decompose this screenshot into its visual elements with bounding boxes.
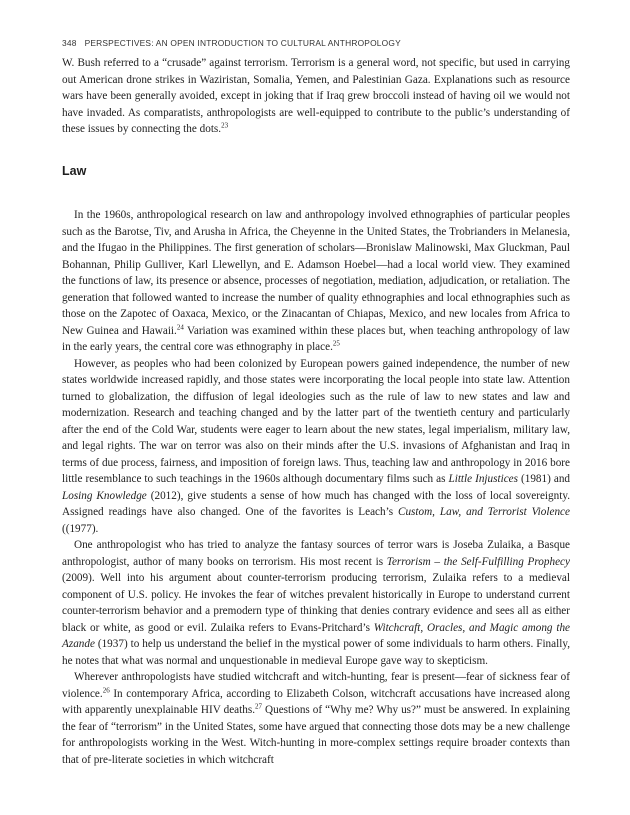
paragraph-4-text-c: Questions of “Why me? Why us?” must be answered. In explaining the fear of “terrorism” in the United States, some have argued that connecting those dots may be a new challenge for anthropologists working in the West. Witch-hunting in more-complex settings require broader contexts than that of pre-literate societies in which witchcraft bbox=[62, 704, 570, 766]
footnote-ref-24: 24 bbox=[176, 322, 184, 331]
footnote-ref-25: 25 bbox=[332, 339, 340, 348]
section-heading-law: Law bbox=[62, 164, 87, 178]
paragraph-1-text-b: Variation was examined within these places but, when teaching anthropology of law in the early years, the central core was ethnography in place. bbox=[62, 324, 571, 353]
book-title-custom-law: Custom, Law, and Terrorist Violence bbox=[397, 506, 570, 518]
paragraph-2-text-d: ((1977). bbox=[62, 522, 99, 535]
paragraph-3 bbox=[62, 537, 570, 669]
paragraph-3-text-a: One anthropologist who has tried to analyze the fantasy sources of terror wars is Joseba Zulaika, a Basque anthropologist, author of many books on terrorism. His most recent is bbox=[62, 539, 570, 568]
paragraph-1 bbox=[62, 207, 570, 356]
paragraph-2 bbox=[62, 356, 570, 538]
paragraph-3-text-c: (1937) to help us understand the belief in the mystical power of some individuals to harm others. Finally, he notes that what was normal and unquestionable in medieval Europe gave way to skepticism. bbox=[62, 638, 570, 667]
page-number: 348 bbox=[62, 38, 77, 48]
footnote-ref-23: 23 bbox=[221, 121, 229, 130]
paragraph-1-text-a: In the 1960s, anthropological research on law and anthropology involved ethnographies of particular peoples such as the Barotse, Tiv, and Arusha in Africa, the Cheyenne in the United States, the Trobrianders in Melanesia, and the Ifugao in the Philippines. The first generation of scholars—Bronislaw Malinowski, Max Gluckman, Paul Bohannan, Philip Gulliver, Karl Llewellyn, and E. Adamson Hoebel—had a local world view. They examined the functions of law, its presence or absence, processes of negotiation, mediation, adjudication, or retaliation. The generation that followed wanted to increase the number of quality ethnographies and local ethnographies such as those on the Zapotec of Oaxaca, Mexico, or the Zinacantan of Chiapas, Mexico, and new locales from Africa to New Guinea and Hawaii. bbox=[62, 209, 570, 337]
paragraph-4-text-b: In contemporary Africa, according to Elizabeth Colson, witchcraft accusations have increased along with apparently unexplainable HIV deaths. bbox=[62, 687, 570, 716]
paragraph-2-text-a: However, as peoples who had been colonized by European powers gained independence, the number of new states worldwide increased rapidly, and those states were incorporating the local people into state law. Attention turned to globalization, the diffusion of legal ideologies such as the rule of law to new states and law and modernization. Research and teaching changed and by the latter part of the twentieth century and particularly after the end of the Cold War, students were eager to learn about the new states, legal imperialism, military law, and legal rights. The war on terror was also on their minds after the U.S. invasions of Afghanistan and Iraq in terms of due process, fairness, and imposition of foreign laws. Thus, teaching law and anthropology in 2016 bore little resemblance to such teachings in the 1960s although documentary films such as bbox=[62, 357, 570, 485]
running-head bbox=[62, 38, 401, 48]
paragraph-2-text-c: (2012), give students a sense of how much has changed with the loss of local sovereignty. Assigned readings have also changed. One of the favorites is Leach’s bbox=[62, 489, 570, 518]
footnote-ref-27: 27 bbox=[255, 702, 262, 711]
intro-paragraph-block bbox=[62, 55, 570, 138]
book-title-terrorism: Terrorism – the Self-Fulfilling Prophecy bbox=[386, 555, 570, 568]
intro-paragraph bbox=[62, 55, 570, 138]
paragraph-3-text-b: (2009). Well into his argument about counter-terrorism producing terrorism, Zulaika refers to a medieval component of U.S. policy. He invokes the fear of witches prevalent historically in Europe to understand current counter-terrorism behavior and a premodern type of thinking that denies contrary evidence and sees all as either black or white, as good or evil. Zulaika refers to Evans-Pritchard’s bbox=[62, 572, 570, 634]
film-title-losing-knowledge: Losing Knowledge bbox=[62, 489, 147, 502]
book-title-witchcraft: Witchcraft, Oracles, and Magic among the Azande bbox=[62, 621, 571, 650]
film-title-little-injustices: Little Injustices bbox=[448, 473, 518, 485]
paragraph-4-text-a: Wherever anthropologists have studied witchcraft and witch-hunting, fear is present—fear of sickness fear of violence. bbox=[62, 671, 570, 700]
paragraph-2-text-b: (1981) and bbox=[518, 473, 571, 485]
intro-text: W. Bush referred to a “crusade” against terrorism. Terrorism is a general word, not specific, but used in carrying out American drone strikes in Waziristan, Somalia, Yemen, and Palestinian Gaza. Explanations such as resource wars have been generally avoided, except in joking that if Iraq grew broccoli instead of having oil we would not have invaded. As comparatists, anthropologists are well-equipped to contribute to the public’s understanding of these issues by connecting the dots. bbox=[62, 57, 570, 135]
law-section-body bbox=[62, 207, 570, 768]
footnote-ref-26: 26 bbox=[102, 685, 110, 694]
paragraph-4 bbox=[62, 669, 570, 768]
book-title: PERSPECTIVES: AN OPEN INTRODUCTION TO CULTURAL ANTHROPOLOGY bbox=[84, 38, 401, 48]
